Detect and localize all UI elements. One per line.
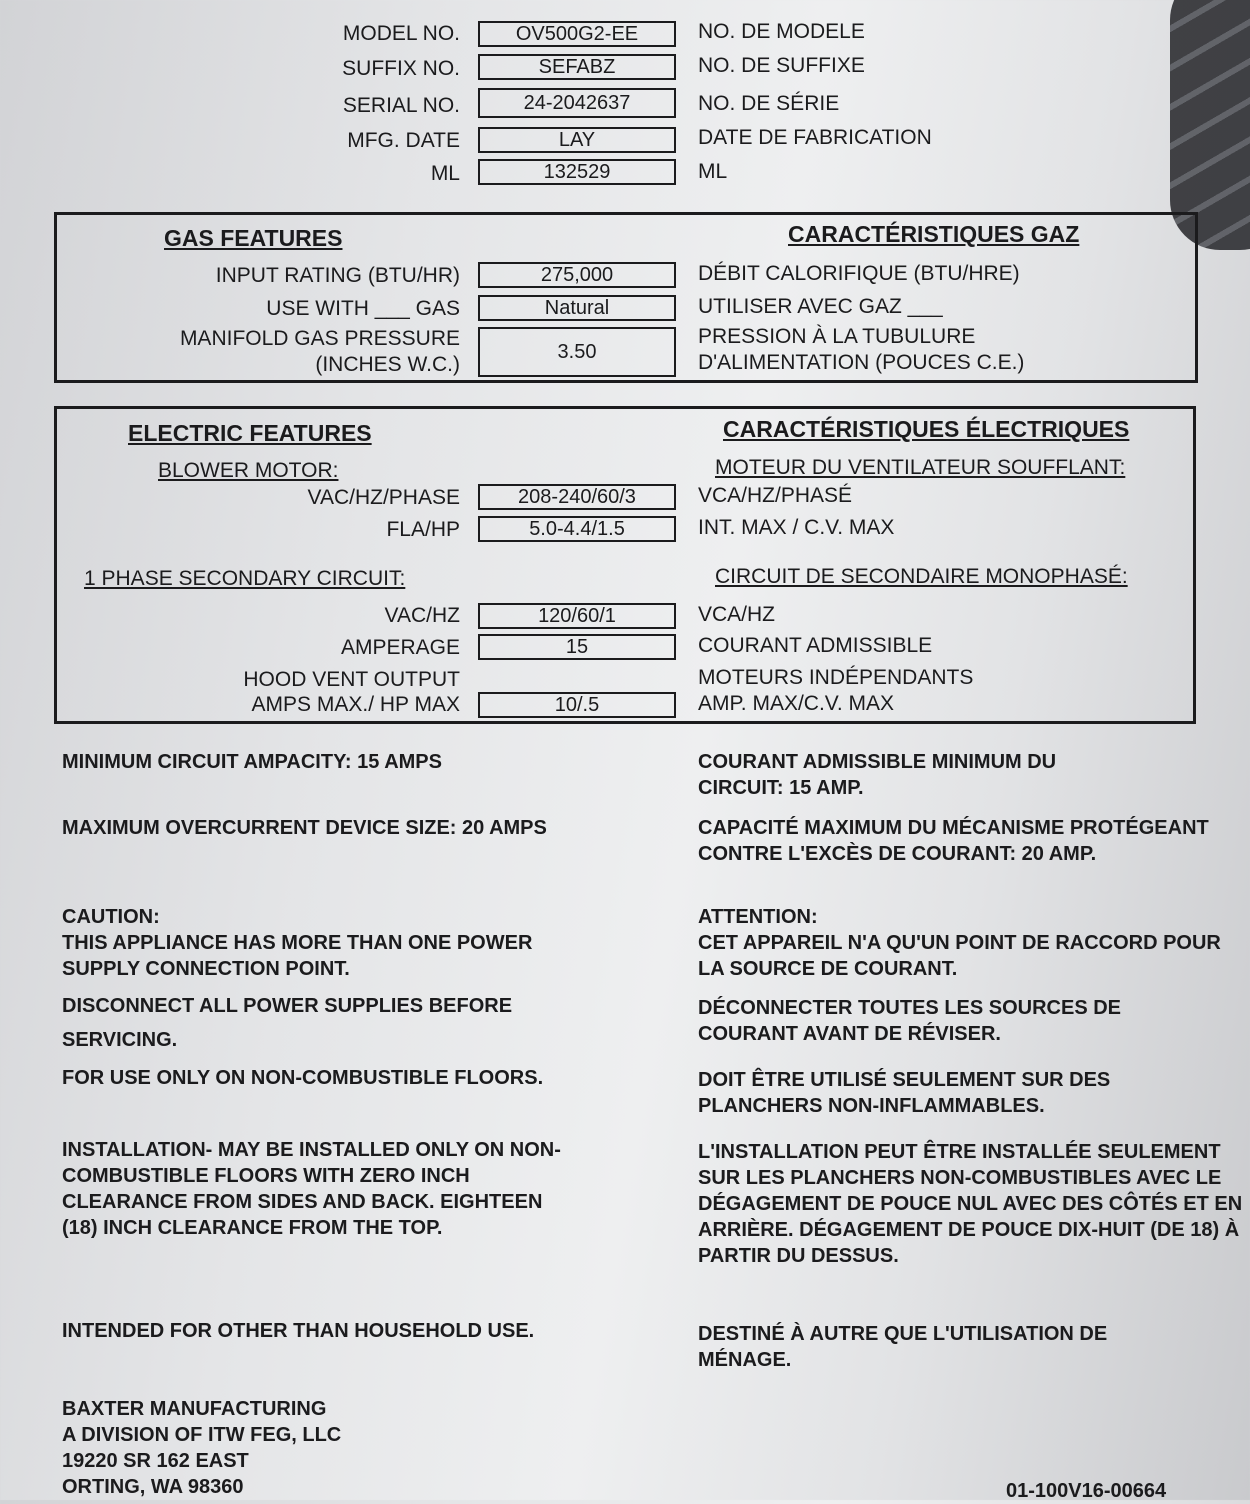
input-rating-value: 275,000 bbox=[478, 262, 676, 288]
attention-heading: ATTENTION: bbox=[698, 906, 818, 928]
blower-motor-heading-fr: MOTEUR DU VENTILATEUR SOUFFLANT: bbox=[715, 456, 1126, 479]
manifold-pressure-label-fr: PRESSION À LA TUBULURE bbox=[698, 325, 976, 348]
manifold-pressure-unit-fr: D'ALIMENTATION (POUCES C.E.) bbox=[698, 351, 1025, 374]
blower-motor-heading: BLOWER MOTOR: bbox=[158, 459, 339, 482]
gas-features-title: GAS FEATURES bbox=[164, 225, 343, 251]
disconnect-note-cont: SERVICING. bbox=[62, 1029, 178, 1051]
hood-vent-label: HOOD VENT OUTPUT bbox=[243, 668, 460, 691]
gas-type-label: USE WITH ___ GAS bbox=[266, 297, 460, 320]
manifold-pressure-value: 3.50 bbox=[478, 327, 676, 377]
disconnect-note: DISCONNECT ALL POWER SUPPLIES BEFORE bbox=[62, 995, 513, 1017]
serial-value: 24-2042637 bbox=[478, 88, 676, 118]
installation-note: INSTALLATION- MAY BE INSTALLED ONLY ON NON-COMBUSTIBLE FLOORS WITH ZERO INCH CLEARANCE FROM SIDES AND BACK. EIGHTEEN (18) INCH CLEARANCE FROM THE TOP. bbox=[62, 1139, 561, 1239]
disconnect-note-fr: DÉCONNECTER TOUTES LES SOURCES DE COURANT AVANT DE RÉVISER. bbox=[698, 997, 1122, 1045]
hood-vent-label-fr: MOTEURS INDÉPENDANTS bbox=[698, 666, 974, 689]
blower-fla-label: FLA/HP bbox=[386, 518, 460, 541]
secondary-vac-label-fr: VCA/HZ bbox=[698, 603, 776, 626]
manufacturer-city: ORTING, WA 98360 bbox=[62, 1476, 244, 1498]
secondary-circuit-heading: 1 PHASE SECONDARY CIRCUIT: bbox=[84, 567, 406, 590]
blower-vac-value: 208-240/60/3 bbox=[478, 484, 676, 510]
part-number: 01-100V16-00664 bbox=[1006, 1480, 1167, 1502]
serial-label: SERIAL NO. bbox=[342, 94, 460, 117]
mfg-date-label: MFG. DATE bbox=[347, 129, 460, 152]
input-rating-label: INPUT RATING (BTU/HR) bbox=[215, 264, 460, 287]
hood-vent-value: 10/.5 bbox=[478, 692, 676, 718]
blower-fla-label-fr: INT. MAX / C.V. MAX bbox=[698, 516, 895, 539]
household-note-fr: DESTINÉ À AUTRE QUE L'UTILISATION DE MÉNAGE. bbox=[698, 1323, 1108, 1371]
serial-label-fr: NO. DE SÉRIE bbox=[698, 92, 840, 115]
floors-note: FOR USE ONLY ON NON-COMBUSTIBLE FLOORS. bbox=[62, 1067, 544, 1089]
amperage-value: 15 bbox=[478, 634, 676, 660]
hood-vent-unit: AMPS MAX./ HP MAX bbox=[251, 693, 460, 716]
suffix-label-fr: NO. DE SUFFIXE bbox=[698, 54, 865, 77]
blower-vac-label: VAC/HZ/PHASE bbox=[307, 486, 460, 509]
gas-type-label-fr: UTILISER AVEC GAZ ___ bbox=[698, 295, 943, 318]
model-label: MODEL NO. bbox=[342, 22, 460, 45]
manufacturer-division: A DIVISION OF ITW FEG, LLC bbox=[62, 1424, 342, 1446]
caution-text: THIS APPLIANCE HAS MORE THAN ONE POWER SUPPLY CONNECTION POINT. bbox=[62, 932, 533, 980]
installation-note-fr: L'INSTALLATION PEUT ÊTRE INSTALLÉE SEULEMENT SUR LES PLANCHERS NON-COMBUSTIBLES AVEC LE DÉGAGEMENT DE POUCE NUL AVEC DES CÔTÉS ET EN ARRIÈRE. DÉGAGEMENT DE POUCE DIX-HUIT (DE 18) À PARTIR DU DESSUS. bbox=[698, 1141, 1243, 1267]
secondary-circuit-heading-fr: CIRCUIT DE SECONDAIRE MONOPHASÉ: bbox=[715, 565, 1128, 588]
amperage-label-fr: COURANT ADMISSIBLE bbox=[698, 634, 933, 657]
suffix-label: SUFFIX NO. bbox=[342, 57, 460, 80]
electric-features-title: ELECTRIC FEATURES bbox=[128, 420, 372, 446]
max-overcurrent-note-fr: CAPACITÉ MAXIMUM DU MÉCANISME PROTÉGEANT CONTRE L'EXCÈS DE COURANT: 20 AMP. bbox=[698, 817, 1209, 865]
model-label-fr: NO. DE MODELE bbox=[698, 20, 865, 43]
electric-features-title-fr: CARACTÉRISTIQUES ÉLECTRIQUES bbox=[723, 416, 1130, 442]
ml-label-fr: ML bbox=[698, 160, 728, 183]
secondary-vac-label: VAC/HZ bbox=[384, 604, 460, 627]
gas-features-title-fr: CARACTÉRISTIQUES GAZ bbox=[788, 221, 1080, 247]
attention-text: CET APPAREIL N'A QU'UN POINT DE RACCORD POUR LA SOURCE DE COURANT. bbox=[698, 932, 1221, 980]
blower-vac-label-fr: VCA/HZ/PHASÉ bbox=[698, 484, 853, 507]
manufacturer-name: BAXTER MANUFACTURING bbox=[62, 1398, 327, 1420]
min-ampacity-note: MINIMUM CIRCUIT AMPACITY: 15 AMPS bbox=[62, 751, 442, 773]
suffix-value: SEFABZ bbox=[478, 54, 676, 80]
caution-heading: CAUTION: bbox=[62, 906, 160, 928]
manifold-pressure-unit: (INCHES W.C.) bbox=[315, 353, 460, 376]
ml-value: 132529 bbox=[478, 159, 676, 185]
mfg-date-value: LAY bbox=[478, 127, 676, 153]
mfg-date-label-fr: DATE DE FABRICATION bbox=[698, 126, 932, 149]
manufacturer-street: 19220 SR 162 EAST bbox=[62, 1450, 249, 1472]
hood-vent-unit-fr: AMP. MAX/C.V. MAX bbox=[698, 692, 895, 715]
model-value: OV500G2-EE bbox=[478, 21, 676, 47]
secondary-vac-value: 120/60/1 bbox=[478, 603, 676, 629]
min-ampacity-note-fr: COURANT ADMISSIBLE MINIMUM DU CIRCUIT: 15 AMP. bbox=[698, 751, 1057, 799]
floors-note-fr: DOIT ÊTRE UTILISÉ SEULEMENT SUR DES PLANCHERS NON-INFLAMMABLES. bbox=[698, 1069, 1111, 1117]
input-rating-label-fr: DÉBIT CALORIFIQUE (BTU/HRE) bbox=[698, 262, 1020, 285]
household-note: INTENDED FOR OTHER THAN HOUSEHOLD USE. bbox=[62, 1320, 535, 1342]
blower-fla-value: 5.0-4.4/1.5 bbox=[478, 516, 676, 542]
max-overcurrent-note: MAXIMUM OVERCURRENT DEVICE SIZE: 20 AMPS bbox=[62, 817, 547, 839]
amperage-label: AMPERAGE bbox=[340, 636, 460, 659]
ml-label: ML bbox=[430, 162, 460, 185]
manifold-pressure-label: MANIFOLD GAS PRESSURE bbox=[179, 327, 460, 350]
gas-type-value: Natural bbox=[478, 295, 676, 321]
